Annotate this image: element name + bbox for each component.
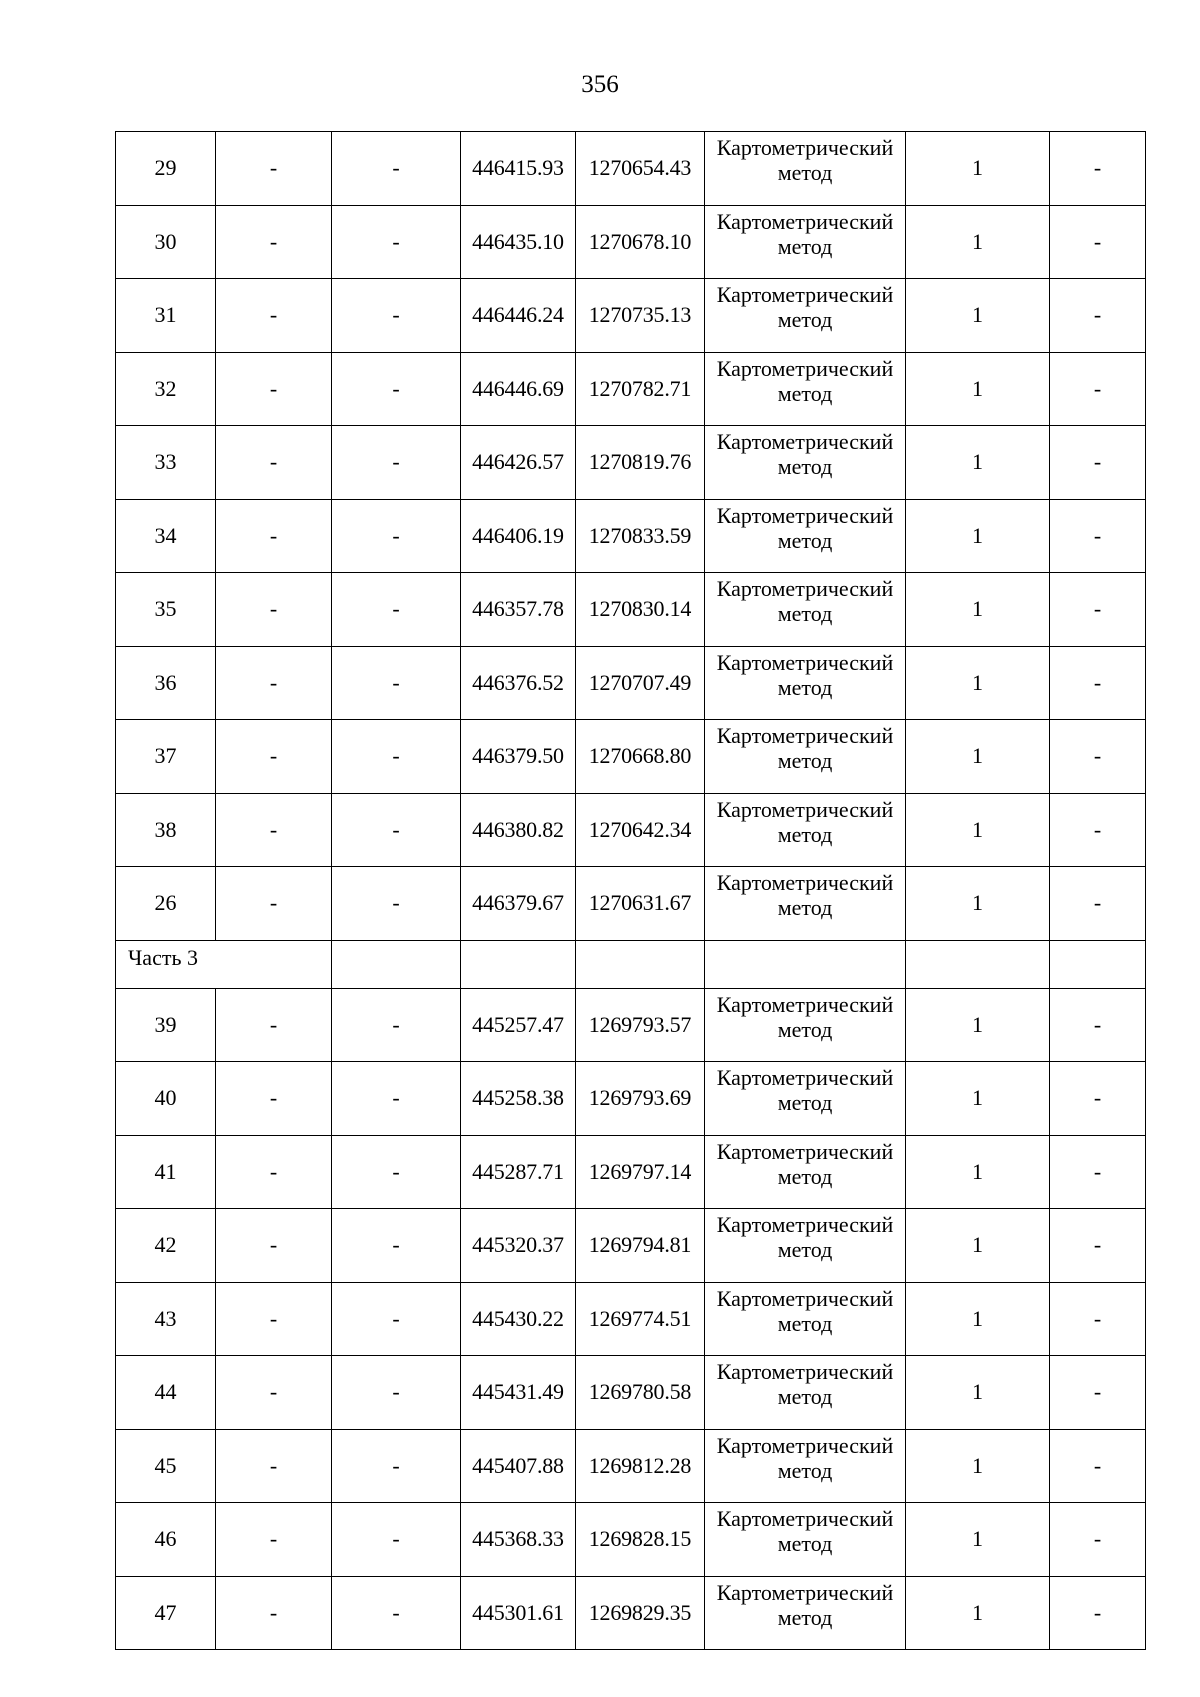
method-cell xyxy=(705,646,906,720)
description-value: - xyxy=(1050,1576,1146,1650)
x-coordinate: 446379.67 xyxy=(461,867,576,941)
table-row xyxy=(116,352,1146,426)
x-coordinate: 445407.88 xyxy=(461,1429,576,1503)
method-cell xyxy=(705,1429,906,1503)
x-coordinate: 446446.69 xyxy=(461,352,576,426)
method-line-1: Картометрический xyxy=(716,355,894,381)
empty-cell xyxy=(461,940,576,988)
table-row xyxy=(116,205,1146,279)
point-number: 26 xyxy=(116,867,216,941)
column-3-value: - xyxy=(332,1209,461,1283)
method-cell xyxy=(705,1576,906,1650)
accuracy-value: 1 xyxy=(906,499,1050,573)
method-cell xyxy=(705,1209,906,1283)
method-line-1: Картометрический xyxy=(716,649,894,675)
method-line-1: Картометрический xyxy=(716,1065,894,1090)
method-line-2: метод xyxy=(777,307,833,332)
description-value: - xyxy=(1050,1209,1146,1283)
method-line-2: метод xyxy=(777,821,833,847)
y-coordinate: 1269793.57 xyxy=(576,988,705,1062)
method-line-2: метод xyxy=(777,1090,833,1115)
method-line-1: Картометрический xyxy=(716,1285,894,1311)
table-row xyxy=(116,573,1146,647)
method-line-1: Картометрический xyxy=(716,502,894,528)
accuracy-value: 1 xyxy=(906,1356,1050,1430)
x-coordinate: 446415.93 xyxy=(461,132,576,206)
x-coordinate: 446426.57 xyxy=(461,426,576,500)
x-coordinate: 446379.50 xyxy=(461,720,576,794)
column-3-value: - xyxy=(332,867,461,941)
column-3-value: - xyxy=(332,793,461,867)
y-coordinate: 1270654.43 xyxy=(576,132,705,206)
x-coordinate: 446406.19 xyxy=(461,499,576,573)
description-value: - xyxy=(1050,352,1146,426)
section-row xyxy=(116,940,1146,988)
column-3-value: - xyxy=(332,279,461,353)
description-value: - xyxy=(1050,720,1146,794)
x-coordinate: 446357.78 xyxy=(461,573,576,647)
point-number: 38 xyxy=(116,793,216,867)
accuracy-value: 1 xyxy=(906,1209,1050,1283)
column-2-value: - xyxy=(216,132,332,206)
x-coordinate: 445301.61 xyxy=(461,1576,576,1650)
method-line-2: метод xyxy=(777,748,833,773)
accuracy-value: 1 xyxy=(906,426,1050,500)
description-value: - xyxy=(1050,205,1146,279)
method-cell xyxy=(705,499,906,573)
table-row xyxy=(116,1282,1146,1356)
method-line-2: метод xyxy=(777,527,833,553)
method-line-2: метод xyxy=(777,1310,833,1336)
method-line-1: Картометрический xyxy=(716,282,894,307)
column-2-value: - xyxy=(216,1429,332,1503)
x-coordinate: 445431.49 xyxy=(461,1356,576,1430)
accuracy-value: 1 xyxy=(906,352,1050,426)
y-coordinate: 1269812.28 xyxy=(576,1429,705,1503)
description-value: - xyxy=(1050,646,1146,720)
table-row xyxy=(116,1429,1146,1503)
point-number: 31 xyxy=(116,279,216,353)
method-line-1: Картометрический xyxy=(716,1432,894,1458)
column-3-value: - xyxy=(332,646,461,720)
method-line-1: Картометрический xyxy=(716,870,894,895)
column-2-value: - xyxy=(216,988,332,1062)
method-line-2: метод xyxy=(777,1384,833,1409)
description-value: - xyxy=(1050,426,1146,500)
description-value: - xyxy=(1050,132,1146,206)
column-2-value: - xyxy=(216,646,332,720)
page-number: 356 xyxy=(581,71,619,98)
column-2-value: - xyxy=(216,279,332,353)
column-3-value: - xyxy=(332,1429,461,1503)
method-line-2: метод xyxy=(777,1016,833,1042)
description-value: - xyxy=(1050,1135,1146,1209)
method-line-2: метод xyxy=(777,160,833,185)
point-number: 43 xyxy=(116,1282,216,1356)
y-coordinate: 1270642.34 xyxy=(576,793,705,867)
method-cell xyxy=(705,720,906,794)
column-3-value: - xyxy=(332,352,461,426)
table-row xyxy=(116,279,1146,353)
empty-cell xyxy=(1050,940,1146,988)
y-coordinate: 1270678.10 xyxy=(576,205,705,279)
x-coordinate: 446376.52 xyxy=(461,646,576,720)
description-value: - xyxy=(1050,1356,1146,1430)
column-3-value: - xyxy=(332,1135,461,1209)
column-3-value: - xyxy=(332,573,461,647)
accuracy-value: 1 xyxy=(906,1062,1050,1136)
method-cell xyxy=(705,352,906,426)
column-3-value: - xyxy=(332,988,461,1062)
column-2-value: - xyxy=(216,1062,332,1136)
description-value: - xyxy=(1050,1282,1146,1356)
method-cell xyxy=(705,1062,906,1136)
method-line-2: метод xyxy=(777,454,833,479)
y-coordinate: 1270833.59 xyxy=(576,499,705,573)
method-cell xyxy=(705,867,906,941)
method-cell xyxy=(705,205,906,279)
table-body xyxy=(116,132,1146,1650)
coordinates-table xyxy=(115,131,1146,1650)
column-2-value: - xyxy=(216,1503,332,1577)
accuracy-value: 1 xyxy=(906,205,1050,279)
method-line-2: метод xyxy=(777,895,833,920)
method-cell xyxy=(705,988,906,1062)
accuracy-value: 1 xyxy=(906,1576,1050,1650)
method-cell xyxy=(705,279,906,353)
point-number: 36 xyxy=(116,646,216,720)
point-number: 40 xyxy=(116,1062,216,1136)
y-coordinate: 1269828.15 xyxy=(576,1503,705,1577)
table-row xyxy=(116,1576,1146,1650)
x-coordinate: 445320.37 xyxy=(461,1209,576,1283)
point-number: 47 xyxy=(116,1576,216,1650)
description-value: - xyxy=(1050,279,1146,353)
table-row xyxy=(116,132,1146,206)
method-cell xyxy=(705,1282,906,1356)
method-cell xyxy=(705,132,906,206)
table-row xyxy=(116,793,1146,867)
table-row xyxy=(116,1135,1146,1209)
table-row xyxy=(116,988,1146,1062)
table-row xyxy=(116,1356,1146,1430)
column-2-value: - xyxy=(216,867,332,941)
method-line-1: Картометрический xyxy=(716,135,894,160)
point-number: 33 xyxy=(116,426,216,500)
accuracy-value: 1 xyxy=(906,867,1050,941)
method-cell xyxy=(705,1356,906,1430)
point-number: 29 xyxy=(116,132,216,206)
description-value: - xyxy=(1050,988,1146,1062)
method-line-2: метод xyxy=(777,233,833,259)
table-row xyxy=(116,1503,1146,1577)
column-2-value: - xyxy=(216,1356,332,1430)
method-line-2: метод xyxy=(777,674,833,700)
accuracy-value: 1 xyxy=(906,132,1050,206)
y-coordinate: 1270819.76 xyxy=(576,426,705,500)
table-row xyxy=(116,646,1146,720)
table-row xyxy=(116,1062,1146,1136)
accuracy-value: 1 xyxy=(906,720,1050,794)
column-3-value: - xyxy=(332,1503,461,1577)
y-coordinate: 1270707.49 xyxy=(576,646,705,720)
column-3-value: - xyxy=(332,1576,461,1650)
point-number: 34 xyxy=(116,499,216,573)
column-3-value: - xyxy=(332,499,461,573)
method-line-1: Картометрический xyxy=(716,208,894,234)
y-coordinate: 1270668.80 xyxy=(576,720,705,794)
method-line-1: Картометрический xyxy=(716,991,894,1017)
accuracy-value: 1 xyxy=(906,1282,1050,1356)
x-coordinate: 445430.22 xyxy=(461,1282,576,1356)
y-coordinate: 1270830.14 xyxy=(576,573,705,647)
accuracy-value: 1 xyxy=(906,646,1050,720)
method-line-2: метод xyxy=(777,1457,833,1483)
point-number: 32 xyxy=(116,352,216,426)
x-coordinate: 446446.24 xyxy=(461,279,576,353)
column-3-value: - xyxy=(332,132,461,206)
column-3-value: - xyxy=(332,1282,461,1356)
method-line-1: Картометрический xyxy=(716,796,894,822)
method-line-1: Картометрический xyxy=(716,1506,894,1531)
column-3-value: - xyxy=(332,720,461,794)
method-line-1: Картометрический xyxy=(716,429,894,454)
x-coordinate: 445287.71 xyxy=(461,1135,576,1209)
description-value: - xyxy=(1050,1429,1146,1503)
column-3-value: - xyxy=(332,426,461,500)
description-value: - xyxy=(1050,793,1146,867)
column-2-value: - xyxy=(216,720,332,794)
method-line-2: метод xyxy=(777,601,833,626)
method-line-1: Картометрический xyxy=(716,576,894,601)
x-coordinate: 445258.38 xyxy=(461,1062,576,1136)
x-coordinate: 446380.82 xyxy=(461,793,576,867)
accuracy-value: 1 xyxy=(906,1135,1050,1209)
table-row xyxy=(116,1209,1146,1283)
description-value: - xyxy=(1050,1062,1146,1136)
y-coordinate: 1269797.14 xyxy=(576,1135,705,1209)
description-value: - xyxy=(1050,1503,1146,1577)
table-row xyxy=(116,499,1146,573)
method-line-1: Картометрический xyxy=(716,1212,894,1237)
y-coordinate: 1270631.67 xyxy=(576,867,705,941)
y-coordinate: 1270735.13 xyxy=(576,279,705,353)
column-3-value: - xyxy=(332,205,461,279)
method-cell xyxy=(705,426,906,500)
column-2-value: - xyxy=(216,1282,332,1356)
column-2-value: - xyxy=(216,1209,332,1283)
method-line-1: Картометрический xyxy=(716,723,894,748)
point-number: 35 xyxy=(116,573,216,647)
table-row xyxy=(116,867,1146,941)
x-coordinate: 445368.33 xyxy=(461,1503,576,1577)
column-2-value: - xyxy=(216,352,332,426)
column-2-value: - xyxy=(216,499,332,573)
method-line-2: метод xyxy=(777,1163,833,1189)
method-cell xyxy=(705,1135,906,1209)
column-2-value: - xyxy=(216,573,332,647)
method-line-1: Картометрический xyxy=(716,1138,894,1164)
point-number: 30 xyxy=(116,205,216,279)
method-cell xyxy=(705,1503,906,1577)
y-coordinate: 1269774.51 xyxy=(576,1282,705,1356)
description-value: - xyxy=(1050,499,1146,573)
accuracy-value: 1 xyxy=(906,279,1050,353)
point-number: 42 xyxy=(116,1209,216,1283)
point-number: 44 xyxy=(116,1356,216,1430)
y-coordinate: 1269794.81 xyxy=(576,1209,705,1283)
method-line-2: метод xyxy=(777,1237,833,1262)
accuracy-value: 1 xyxy=(906,573,1050,647)
method-line-1: Картометрический xyxy=(716,1359,894,1384)
method-line-2: метод xyxy=(777,1531,833,1556)
accuracy-value: 1 xyxy=(906,988,1050,1062)
point-number: 46 xyxy=(116,1503,216,1577)
column-3-value: - xyxy=(332,1062,461,1136)
column-2-value: - xyxy=(216,793,332,867)
y-coordinate: 1269793.69 xyxy=(576,1062,705,1136)
method-line-2: метод xyxy=(777,1604,833,1630)
method-line-1: Картометрический xyxy=(716,1579,894,1605)
y-coordinate: 1269780.58 xyxy=(576,1356,705,1430)
description-value: - xyxy=(1050,867,1146,941)
x-coordinate: 446435.10 xyxy=(461,205,576,279)
accuracy-value: 1 xyxy=(906,1429,1050,1503)
empty-cell xyxy=(906,940,1050,988)
accuracy-value: 1 xyxy=(906,793,1050,867)
empty-cell xyxy=(705,940,906,988)
method-cell xyxy=(705,793,906,867)
empty-cell xyxy=(332,940,461,988)
method-cell xyxy=(705,573,906,647)
column-2-value: - xyxy=(216,205,332,279)
point-number: 45 xyxy=(116,1429,216,1503)
column-2-value: - xyxy=(216,426,332,500)
section-label: Часть 3 xyxy=(116,940,332,988)
empty-cell xyxy=(576,940,705,988)
table-row xyxy=(116,426,1146,500)
table-row xyxy=(116,720,1146,794)
column-3-value: - xyxy=(332,1356,461,1430)
description-value: - xyxy=(1050,573,1146,647)
point-number: 37 xyxy=(116,720,216,794)
y-coordinate: 1269829.35 xyxy=(576,1576,705,1650)
column-2-value: - xyxy=(216,1576,332,1650)
accuracy-value: 1 xyxy=(906,1503,1050,1577)
y-coordinate: 1270782.71 xyxy=(576,352,705,426)
x-coordinate: 445257.47 xyxy=(461,988,576,1062)
point-number: 41 xyxy=(116,1135,216,1209)
column-2-value: - xyxy=(216,1135,332,1209)
point-number: 39 xyxy=(116,988,216,1062)
method-line-2: метод xyxy=(777,380,833,406)
